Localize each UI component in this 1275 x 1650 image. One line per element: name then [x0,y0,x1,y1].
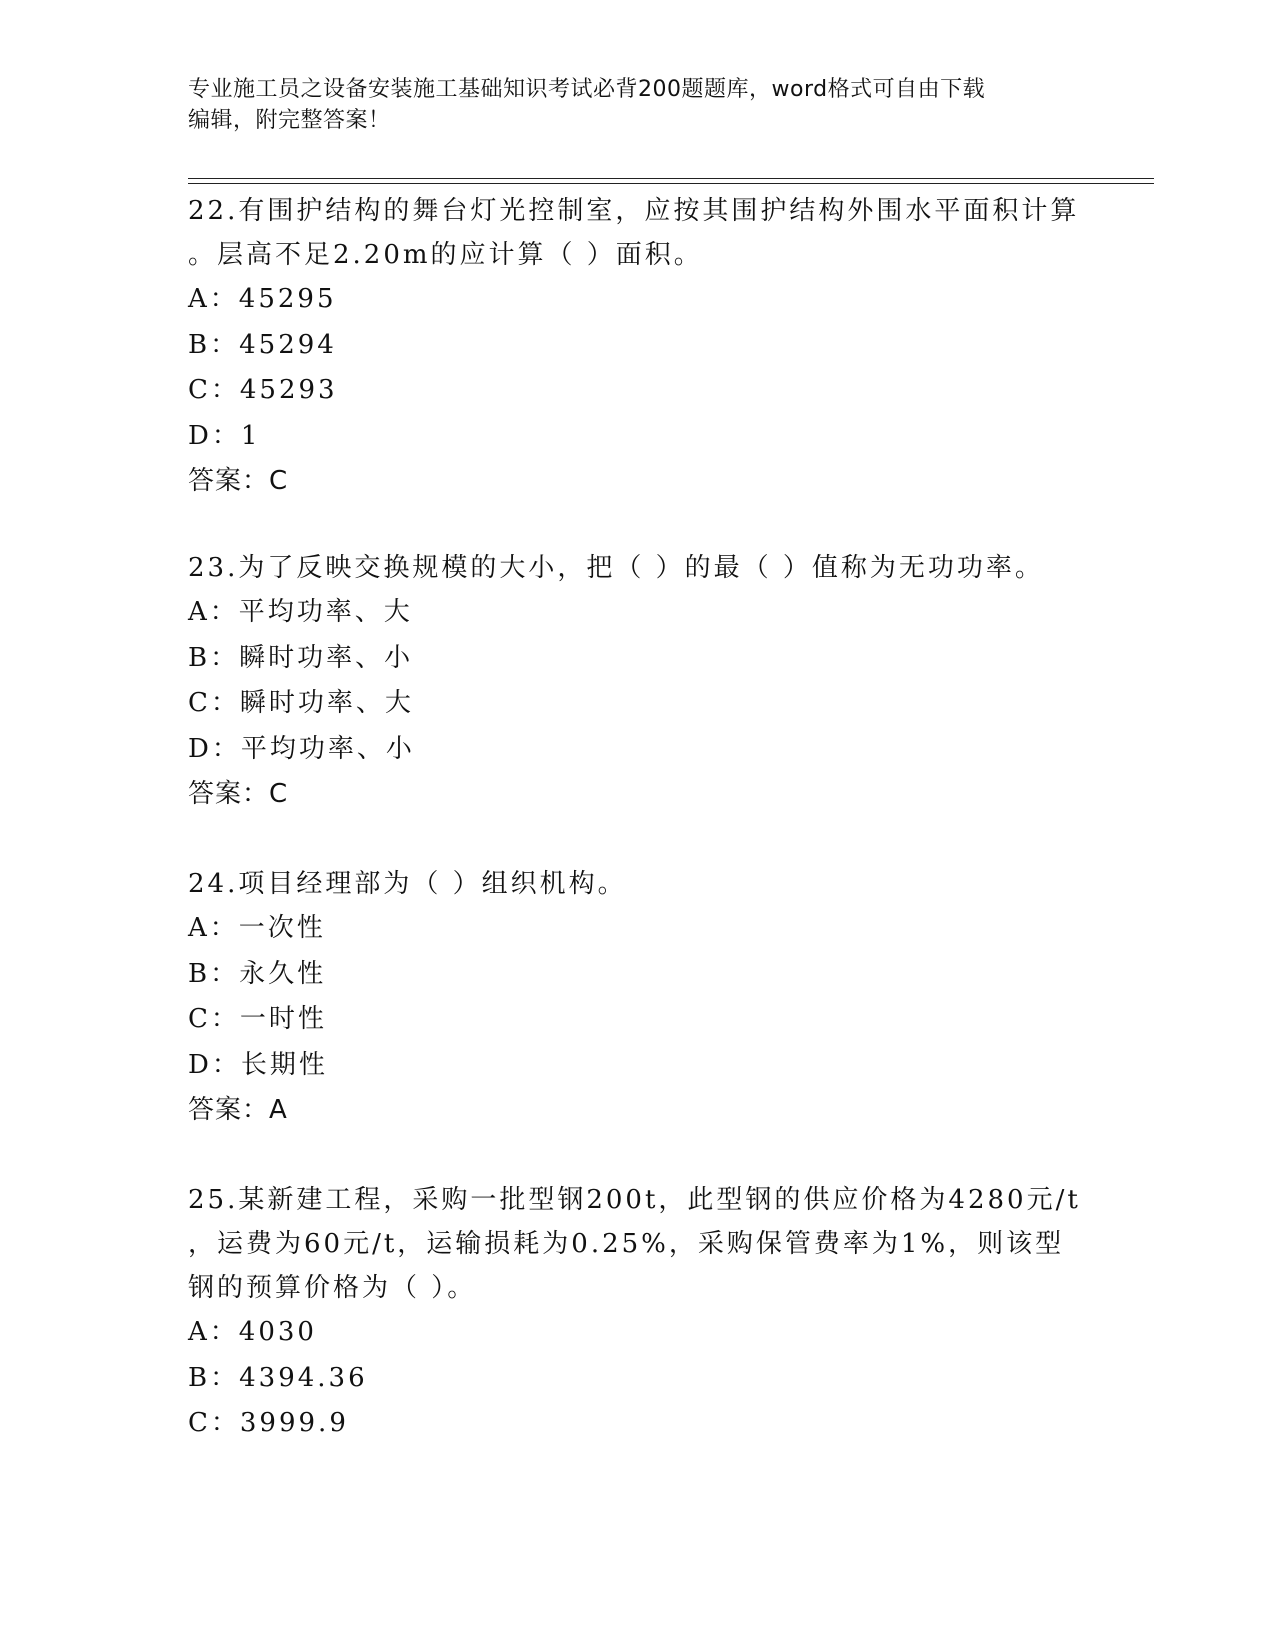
option-b: B：永久性 [188,958,327,989]
option-b: B：瞬时功率、小 [188,642,414,673]
question-25 [188,1178,1088,1447]
question-23 [188,546,1088,817]
question-22 [188,189,1088,504]
header-divider-top [188,178,1154,179]
header-line-2: 编辑，附完整答案！ [188,108,391,133]
question-stem-line: 钢的预算价格为（ ）。 [188,1273,477,1303]
question-stem-line: 22.有围护结构的舞台灯光控制室，应按其围护结构外围水平面积计算 [188,196,1080,226]
question-stem-line: 23.为了反映交换规模的大小，把（ ）的最（ ）值称为无功功率。 [188,553,1044,583]
option-d: D：1 [188,420,261,451]
option-c: C：45293 [188,375,338,405]
option-c: C：瞬时功率、大 [188,688,414,718]
answer: 答案：C [188,466,289,496]
option-c: C：一时性 [188,1004,327,1034]
question-24 [188,862,1088,1133]
question-stem-line: 24.项目经理部为（ ）组织机构。 [188,869,627,899]
header-divider-bottom [188,183,1154,184]
option-b: B：4394.36 [188,1362,368,1393]
option-a: A：平均功率、大 [188,597,413,627]
document-header [188,74,1088,136]
question-stem-line: 25.某新建工程，采购一批型钢200t，此型钢的供应价格为4280元/t [188,1185,1081,1215]
question-stem-line: ，运费为60元/t，运输损耗为0.25%，采购保管费率为1%，则该型 [188,1229,1065,1259]
option-d: D：平均功率、小 [188,733,415,764]
option-c: C：3999.9 [188,1408,349,1438]
answer: 答案：C [188,779,289,809]
option-a: A：45295 [188,284,337,314]
option-b: B：45294 [188,329,337,360]
answer: 答案：A [188,1095,288,1125]
question-stem-line: 。层高不足2.20m的应计算（ ）面积。 [188,240,703,270]
option-d: D：长期性 [188,1049,328,1080]
option-a: A：一次性 [188,913,326,943]
option-a: A：4030 [188,1317,317,1347]
header-line-1: 专业施工员之设备安装施工基础知识考试必背200题题库，word格式可自由下载 [188,77,986,102]
